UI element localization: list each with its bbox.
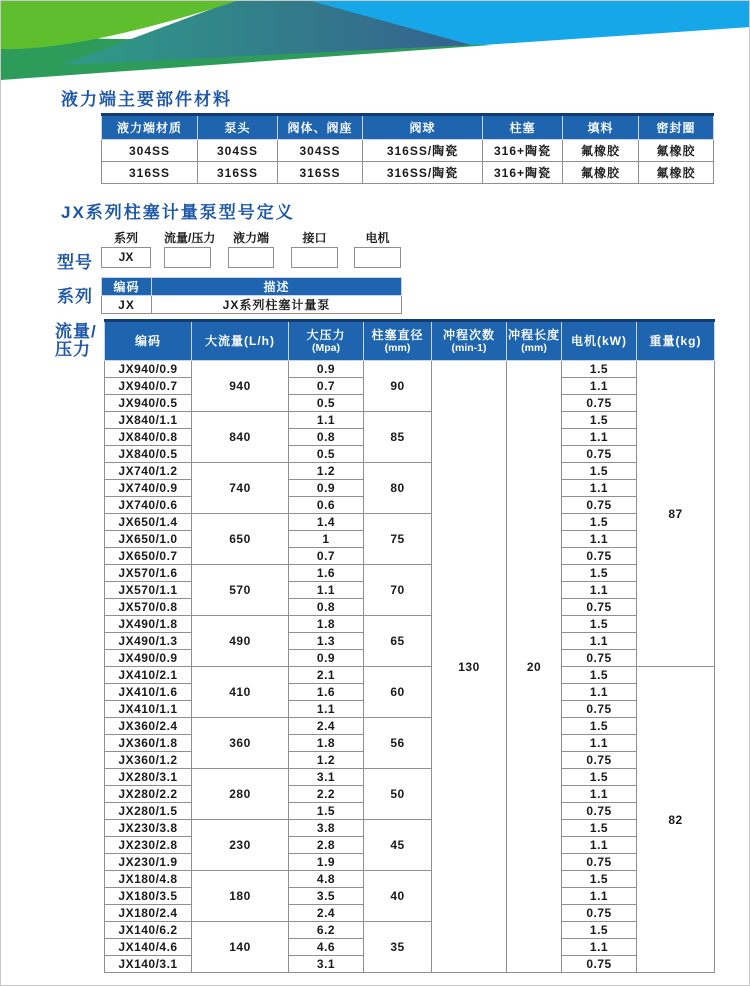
spec-pressure-cell: 1 — [289, 531, 364, 548]
spec-pressure-cell: 0.6 — [289, 497, 364, 514]
model-field — [164, 231, 216, 268]
spec-pressure-cell: 1.3 — [289, 633, 364, 650]
spec-pressure-cell: 1.1 — [289, 412, 364, 429]
materials-cell: 氟橡胶 — [563, 162, 639, 184]
spec-code-cell: JX140/4.6 — [105, 939, 192, 956]
spec-pressure-cell: 1.2 — [289, 463, 364, 480]
spec-motor-cell: 1.5 — [562, 463, 637, 480]
spec-pressure-cell: 2.2 — [289, 786, 364, 803]
spec-motor-cell: 0.75 — [562, 497, 637, 514]
spec-motor-cell: 1.5 — [562, 667, 637, 684]
flow-pressure-label-line2: 压力 — [55, 340, 91, 359]
spec-code-cell: JX940/0.5 — [105, 395, 192, 412]
model-section-title: JX系列柱塞计量泵型号定义 — [61, 203, 295, 222]
spec-code-cell: JX740/0.6 — [105, 497, 192, 514]
spec-pressure-cell: 3.1 — [289, 956, 364, 973]
spec-code-cell: JX740/0.9 — [105, 480, 192, 497]
spec-header-subtext: (mm) — [384, 341, 411, 354]
spec-motor-cell: 0.75 — [562, 752, 637, 769]
spec-motor-cell: 1.1 — [562, 684, 637, 701]
spec-row — [105, 718, 715, 735]
spec-motor-cell: 0.75 — [562, 650, 637, 667]
spec-code-cell: JX840/1.1 — [105, 412, 192, 429]
spec-header-text: 柱塞直径 — [371, 327, 424, 342]
spec-table-body — [105, 361, 715, 973]
spec-row — [105, 514, 715, 531]
model-field-label: 系列 — [113, 231, 138, 245]
spec-header-weight — [637, 321, 715, 361]
spec-header-flow — [192, 321, 289, 361]
spec-motor-cell: 1.5 — [562, 412, 637, 429]
spec-row — [105, 820, 715, 837]
spec-pressure-cell: 2.1 — [289, 667, 364, 684]
spec-code-cell: JX280/3.1 — [105, 769, 192, 786]
spec-code-cell: JX230/3.8 — [105, 820, 192, 837]
spec-code-cell: JX940/0.7 — [105, 378, 192, 395]
spec-flow-cell: 490 — [192, 616, 289, 667]
spec-motor-cell: 1.5 — [562, 871, 637, 888]
spec-code-cell: JX570/1.6 — [105, 565, 192, 582]
spec-flow-cell: 650 — [192, 514, 289, 565]
spec-row — [105, 565, 715, 582]
spec-motor-cell: 1.1 — [562, 939, 637, 956]
spec-header-text: 编码 — [134, 333, 161, 348]
spec-row — [105, 616, 715, 633]
spec-code-cell: JX140/6.2 — [105, 922, 192, 939]
spec-motor-cell: 1.1 — [562, 633, 637, 650]
spec-code-cell: JX360/1.8 — [105, 735, 192, 752]
spec-weight-cell: 87 — [637, 361, 715, 667]
spec-motor-cell: 0.75 — [562, 395, 637, 412]
materials-cell: 316+陶瓷 — [483, 140, 563, 162]
spec-flow-cell: 230 — [192, 820, 289, 871]
spec-plunger-diameter-cell: 40 — [364, 871, 432, 922]
spec-code-cell: JX360/1.2 — [105, 752, 192, 769]
spec-header-row — [105, 321, 715, 361]
spec-plunger-diameter-cell: 50 — [364, 769, 432, 820]
spec-code-cell: JX650/0.7 — [105, 548, 192, 565]
spec-flow-cell: 840 — [192, 412, 289, 463]
spec-pressure-cell: 0.5 — [289, 446, 364, 463]
materials-header-cell: 泵头 — [198, 115, 278, 140]
spec-table — [104, 319, 715, 973]
spec-code-cell: JX280/1.5 — [105, 803, 192, 820]
spec-pressure-cell: 0.9 — [289, 361, 364, 378]
series-code-cell: JX — [102, 296, 152, 314]
spec-code-cell: JX360/2.4 — [105, 718, 192, 735]
spec-header-text: 重量(kg) — [649, 333, 702, 348]
spec-row — [105, 871, 715, 888]
materials-header-cell: 阀体、阀座 — [278, 115, 363, 140]
spec-motor-cell: 1.5 — [562, 718, 637, 735]
series-description-cell: JX系列柱塞计量泵 — [152, 296, 402, 314]
materials-header-cell: 阀球 — [363, 115, 483, 140]
spec-motor-cell: 1.5 — [562, 769, 637, 786]
spec-pressure-cell: 1.6 — [289, 565, 364, 582]
spec-pressure-cell: 0.7 — [289, 378, 364, 395]
spec-flow-cell: 140 — [192, 922, 289, 973]
materials-cell: 304SS — [278, 140, 363, 162]
spec-row — [105, 412, 715, 429]
model-code-fields — [101, 231, 411, 271]
model-field — [101, 231, 151, 268]
model-field — [354, 231, 401, 268]
spec-pressure-cell: 1.2 — [289, 752, 364, 769]
spec-motor-cell: 1.1 — [562, 735, 637, 752]
spec-pressure-cell: 4.8 — [289, 871, 364, 888]
materials-cell: 氟橡胶 — [639, 162, 714, 184]
spec-flow-cell: 180 — [192, 871, 289, 922]
materials-table — [101, 113, 714, 184]
spec-row — [105, 769, 715, 786]
model-field-box — [291, 247, 338, 268]
materials-cell: 304SS — [198, 140, 278, 162]
spec-motor-cell: 0.75 — [562, 701, 637, 718]
spec-motor-cell: 1.5 — [562, 514, 637, 531]
model-field-label: 液力端 — [232, 231, 269, 245]
spec-header-stroke-frequency — [432, 321, 507, 361]
spec-header-code — [105, 321, 192, 361]
spec-flow-cell: 360 — [192, 718, 289, 769]
spec-flow-cell: 410 — [192, 667, 289, 718]
spec-motor-cell: 1.1 — [562, 480, 637, 497]
spec-stroke-length-cell: 20 — [507, 361, 562, 973]
spec-flow-cell: 740 — [192, 463, 289, 514]
model-field — [228, 231, 274, 268]
spec-plunger-diameter-cell: 80 — [364, 463, 432, 514]
header-decoration-graphic — [1, 1, 750, 81]
spec-header-plunger-diameter — [364, 321, 432, 361]
spec-pressure-cell: 1.1 — [289, 701, 364, 718]
series-row — [102, 296, 402, 314]
spec-code-cell: JX490/1.3 — [105, 633, 192, 650]
spec-motor-cell: 1.1 — [562, 378, 637, 395]
spec-motor-cell: 1.1 — [562, 837, 637, 854]
spec-header-subtext: (min-1) — [451, 341, 487, 354]
spec-motor-cell: 1.5 — [562, 565, 637, 582]
materials-table-body — [102, 140, 714, 184]
model-row-label: 型号 — [57, 253, 93, 272]
spec-pressure-cell: 1.1 — [289, 582, 364, 599]
model-field-box — [354, 247, 401, 268]
materials-cell: 316SS/陶瓷 — [363, 140, 483, 162]
spec-pressure-cell: 4.6 — [289, 939, 364, 956]
materials-cell: 氟橡胶 — [563, 140, 639, 162]
spec-plunger-diameter-cell: 45 — [364, 820, 432, 871]
materials-cell: 316SS/陶瓷 — [363, 162, 483, 184]
spec-pressure-cell: 1.4 — [289, 514, 364, 531]
spec-pressure-cell: 2.4 — [289, 718, 364, 735]
spec-pressure-cell: 2.8 — [289, 837, 364, 854]
spec-code-cell: JX490/0.9 — [105, 650, 192, 667]
materials-section-title: 液力端主要部件材料 — [61, 90, 232, 109]
spec-weight-cell: 82 — [637, 667, 715, 973]
spec-motor-cell: 1.5 — [562, 616, 637, 633]
flow-pressure-label-line1: 流量/ — [55, 322, 97, 341]
spec-motor-cell: 0.75 — [562, 803, 637, 820]
model-field-box: JX — [101, 247, 151, 268]
spec-pressure-cell: 1.8 — [289, 735, 364, 752]
spec-pressure-cell: 3.8 — [289, 820, 364, 837]
spec-code-cell: JX490/1.8 — [105, 616, 192, 633]
spec-code-cell: JX230/1.9 — [105, 854, 192, 871]
materials-row — [102, 162, 714, 184]
spec-pressure-cell: 1.5 — [289, 803, 364, 820]
materials-header-cell: 密封圈 — [639, 115, 714, 140]
spec-motor-cell: 1.5 — [562, 361, 637, 378]
materials-cell: 316+陶瓷 — [483, 162, 563, 184]
spec-header-subtext: (Mpa) — [312, 341, 340, 354]
spec-row — [105, 922, 715, 939]
series-table-body — [102, 296, 402, 314]
spec-code-cell: JX280/2.2 — [105, 786, 192, 803]
spec-header-subtext: (mm) — [521, 341, 547, 354]
materials-header-row — [102, 115, 714, 140]
spec-code-cell: JX740/1.2 — [105, 463, 192, 480]
materials-header-cell: 液力端材质 — [102, 115, 198, 140]
spec-code-cell: JX840/0.5 — [105, 446, 192, 463]
materials-cell: 316SS — [278, 162, 363, 184]
model-field-box — [228, 247, 274, 268]
spec-motor-cell: 1.1 — [562, 429, 637, 446]
spec-pressure-cell: 3.5 — [289, 888, 364, 905]
spec-code-cell: JX180/2.4 — [105, 905, 192, 922]
spec-code-cell: JX940/0.9 — [105, 361, 192, 378]
spec-pressure-cell: 0.7 — [289, 548, 364, 565]
spec-header-motor — [562, 321, 637, 361]
spec-motor-cell: 0.75 — [562, 905, 637, 922]
spec-motor-cell: 0.75 — [562, 446, 637, 463]
spec-motor-cell: 1.1 — [562, 888, 637, 905]
series-header-cell: 描述 — [152, 278, 402, 296]
flow-pressure-row-label — [55, 323, 97, 359]
spec-pressure-cell: 1.9 — [289, 854, 364, 871]
spec-pressure-cell: 0.8 — [289, 429, 364, 446]
spec-code-cell: JX410/1.6 — [105, 684, 192, 701]
spec-header-text: 大压力 — [306, 327, 346, 342]
materials-row — [102, 140, 714, 162]
spec-header-text: 冲程长度 — [507, 327, 560, 342]
series-header-cell: 编码 — [102, 278, 152, 296]
spec-plunger-diameter-cell: 56 — [364, 718, 432, 769]
spec-motor-cell: 0.75 — [562, 548, 637, 565]
model-field-box — [164, 247, 211, 268]
spec-plunger-diameter-cell: 60 — [364, 667, 432, 718]
spec-pressure-cell: 0.5 — [289, 395, 364, 412]
spec-flow-cell: 570 — [192, 565, 289, 616]
spec-motor-cell: 1.1 — [562, 531, 637, 548]
spec-code-cell: JX570/0.8 — [105, 599, 192, 616]
spec-code-cell: JX180/3.5 — [105, 888, 192, 905]
materials-cell: 304SS — [102, 140, 198, 162]
spec-plunger-diameter-cell: 75 — [364, 514, 432, 565]
spec-pressure-cell: 0.9 — [289, 650, 364, 667]
materials-cell: 316SS — [102, 162, 198, 184]
series-header-row — [102, 278, 402, 296]
spec-row — [105, 361, 715, 378]
spec-row — [105, 463, 715, 480]
spec-code-cell: JX230/2.8 — [105, 837, 192, 854]
spec-code-cell: JX140/3.1 — [105, 956, 192, 973]
spec-code-cell: JX180/4.8 — [105, 871, 192, 888]
spec-header-text: 冲程次数 — [442, 327, 495, 342]
spec-plunger-diameter-cell: 90 — [364, 361, 432, 412]
spec-flow-cell: 940 — [192, 361, 289, 412]
spec-header-text: 电机(kW) — [571, 333, 627, 348]
spec-code-cell: JX840/0.8 — [105, 429, 192, 446]
spec-header-stroke-length — [507, 321, 562, 361]
spec-pressure-cell: 1.6 — [289, 684, 364, 701]
spec-header-pressure — [289, 321, 364, 361]
spec-plunger-diameter-cell: 85 — [364, 412, 432, 463]
spec-pressure-cell: 0.8 — [289, 599, 364, 616]
series-table — [101, 277, 402, 314]
spec-motor-cell: 1.1 — [562, 582, 637, 599]
spec-stroke-frequency-cell: 130 — [432, 361, 507, 973]
model-field-label: 接口 — [302, 231, 327, 245]
spec-code-cell: JX650/1.4 — [105, 514, 192, 531]
materials-cell: 氟橡胶 — [639, 140, 714, 162]
spec-code-cell: JX570/1.1 — [105, 582, 192, 599]
spec-plunger-diameter-cell: 35 — [364, 922, 432, 973]
spec-plunger-diameter-cell: 70 — [364, 565, 432, 616]
series-row-label: 系列 — [57, 287, 93, 306]
spec-pressure-cell: 0.9 — [289, 480, 364, 497]
spec-header-text: 大流量(L/h) — [205, 333, 275, 348]
model-field-label: 流量/压力 — [164, 231, 216, 245]
spec-code-cell: JX650/1.0 — [105, 531, 192, 548]
spec-motor-cell: 0.75 — [562, 854, 637, 871]
spec-code-cell: JX410/2.1 — [105, 667, 192, 684]
materials-cell: 316SS — [198, 162, 278, 184]
spec-motor-cell: 1.5 — [562, 820, 637, 837]
spec-pressure-cell: 6.2 — [289, 922, 364, 939]
spec-flow-cell: 280 — [192, 769, 289, 820]
spec-pressure-cell: 3.1 — [289, 769, 364, 786]
spec-pressure-cell: 1.8 — [289, 616, 364, 633]
spec-motor-cell: 1.1 — [562, 786, 637, 803]
materials-header-cell: 填料 — [563, 115, 639, 140]
spec-motor-cell: 1.5 — [562, 922, 637, 939]
spec-motor-cell: 0.75 — [562, 956, 637, 973]
spec-motor-cell: 0.75 — [562, 599, 637, 616]
spec-plunger-diameter-cell: 65 — [364, 616, 432, 667]
spec-pressure-cell: 2.4 — [289, 905, 364, 922]
materials-header-cell: 柱塞 — [483, 115, 563, 140]
model-field-label: 电机 — [365, 231, 390, 245]
spec-code-cell: JX410/1.1 — [105, 701, 192, 718]
model-field — [291, 231, 338, 268]
spec-row — [105, 667, 715, 684]
